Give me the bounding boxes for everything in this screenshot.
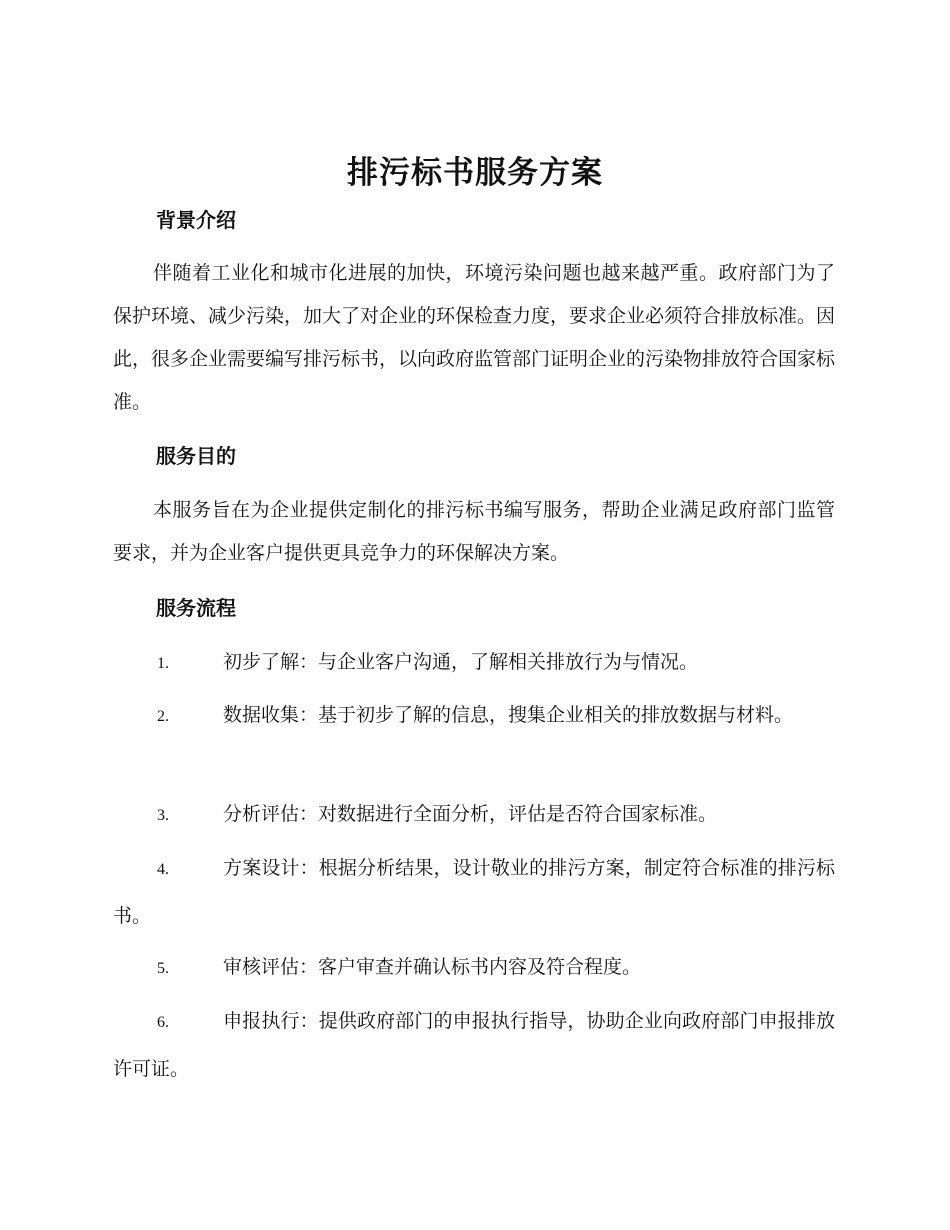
process-step-2 <box>113 692 835 740</box>
step-number: 4. <box>157 861 169 878</box>
step-text: 数据收集：基于初步了解的信息，搜集企业相关的排放数据与材料。 <box>223 704 794 726</box>
step-text: 审核评估：客户审查并确认标书内容及符合程度。 <box>223 956 642 978</box>
section-heading-background: 背景介绍 <box>156 208 236 232</box>
process-step-4 <box>113 845 835 939</box>
section-heading-process: 服务流程 <box>156 596 236 620</box>
step-number: 5. <box>157 960 169 977</box>
process-step-6 <box>113 998 835 1092</box>
step-text: 初步了解：与企业客户沟通，了解相关排放行为与情况。 <box>223 651 699 673</box>
step-number: 1. <box>157 655 169 672</box>
step-number: 3. <box>157 807 169 824</box>
process-step-1 <box>113 639 835 687</box>
step-number: 6. <box>157 1014 169 1031</box>
process-step-3 <box>113 791 835 839</box>
section-heading-purpose: 服务目的 <box>156 444 236 468</box>
step-text: 分析评估：对数据进行全面分析，评估是否符合国家标准。 <box>223 803 718 825</box>
purpose-paragraph: 本服务旨在为企业提供定制化的排污标书编写服务，帮助企业满足政府部门监管要求，并为企业客户提供更具竞争力的环保解决方案。 <box>113 499 835 564</box>
step-text: 申报执行：提供政府部门的申报执行指导，协助企业向政府部门申报排放许可证。 <box>113 1010 835 1080</box>
step-text: 方案设计：根据分析结果，设计敬业的排污方案，制定符合标准的排污标书。 <box>113 857 835 927</box>
process-step-5 <box>113 944 835 992</box>
background-paragraph: 伴随着工业化和城市化进展的加快，环境污染问题也越来越严重。政府部门为了保护环境、减少污染，加大了对企业的环保检查力度，要求企业必须符合排放标准。因此，很多企业需要编写排污标书，以向政府监管部门证明企业的污染物排放符合国家标准。 <box>113 262 836 413</box>
document-title: 排污标书服务方案 <box>347 155 603 191</box>
step-number: 2. <box>157 708 169 725</box>
